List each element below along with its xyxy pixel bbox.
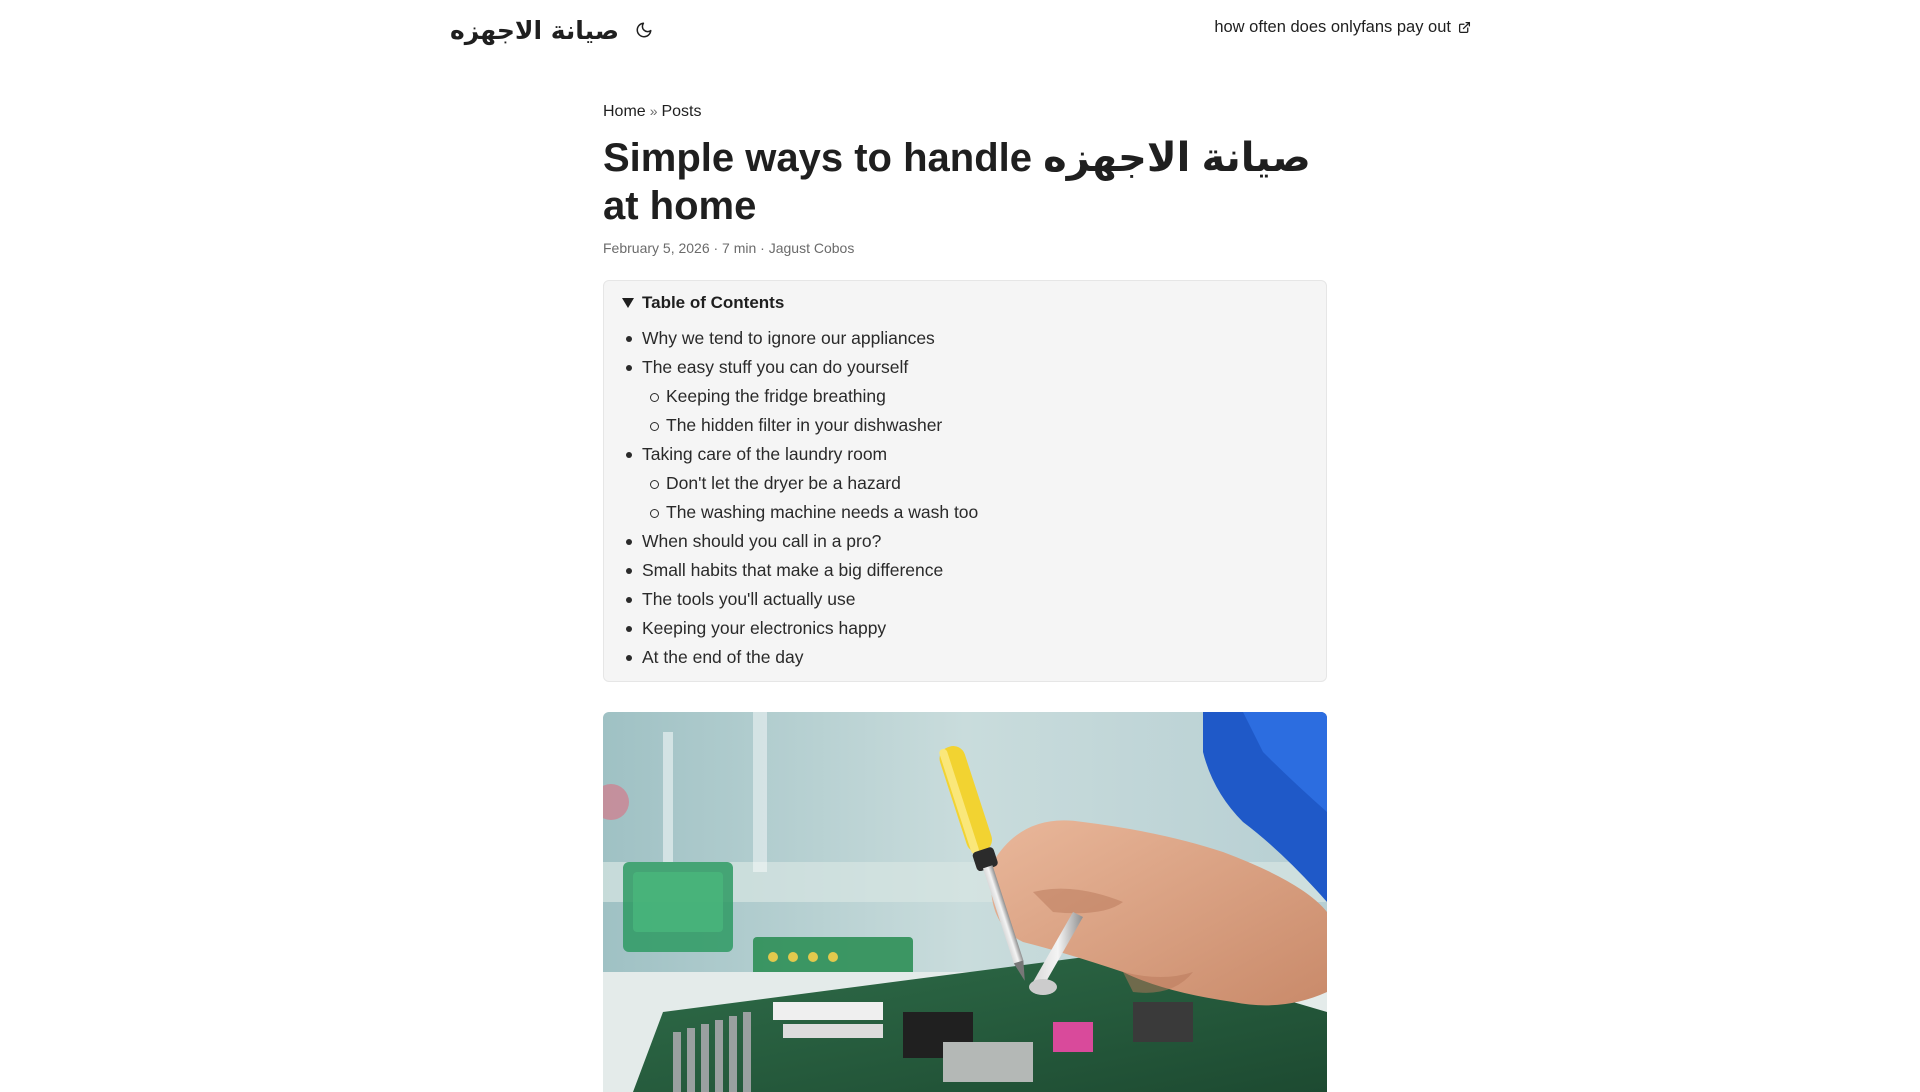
site-header [0, 0, 1920, 60]
toc-link[interactable]: The easy stuff you can do yourself [642, 357, 909, 377]
triangle-down-icon [622, 298, 634, 308]
nav-link-label: how often does onlyfans pay out [1214, 18, 1451, 36]
cover-image [603, 712, 1327, 1092]
toc-subitem [622, 498, 1308, 527]
toc-link[interactable]: At the end of the day [642, 647, 804, 667]
toc-link[interactable]: Keeping the fridge breathing [666, 386, 886, 406]
toc-link[interactable]: Keeping your electronics happy [642, 618, 887, 638]
toc-subitem [622, 469, 1308, 498]
main-content [603, 100, 1327, 1092]
toc-link[interactable]: When should you call in a pro? [642, 531, 882, 551]
post-meta: February 5, 2026 · 7 min · Jagust Cobos [603, 240, 855, 256]
site-logo[interactable]: صيانة الاجهزه [450, 15, 620, 45]
toc-subitem [622, 382, 1308, 411]
moon-icon [635, 21, 653, 39]
toc-item [622, 585, 1308, 614]
breadcrumb-home[interactable]: Home [603, 103, 646, 120]
toc-toggle[interactable] [622, 291, 1308, 315]
toc-link[interactable]: Don't let the dryer be a hazard [666, 473, 901, 493]
toc-subitem [622, 411, 1308, 440]
table-of-contents [603, 280, 1327, 682]
toc-link[interactable]: Taking care of the laundry room [642, 444, 888, 464]
nav-link-external[interactable] [1214, 18, 1471, 37]
breadcrumb [603, 100, 1327, 122]
toc-link[interactable]: The hidden filter in your dishwasher [666, 415, 943, 435]
toc-item [622, 353, 1308, 382]
toc-item [622, 527, 1308, 556]
toc-item [622, 324, 1308, 353]
toc-list [622, 324, 1308, 672]
page-title: Simple ways to handle صيانة الاجهزه at home [603, 136, 1311, 228]
toc-item [622, 643, 1308, 672]
toc-link[interactable]: The washing machine needs a wash too [666, 502, 979, 522]
external-link-icon [1458, 21, 1471, 34]
toc-item [622, 440, 1308, 469]
toc-link[interactable]: Why we tend to ignore our appliances [642, 328, 935, 348]
logo-switch [450, 12, 655, 48]
theme-toggle-button[interactable] [633, 19, 655, 41]
toc-summary-label: Table of Contents [642, 293, 785, 312]
toc-link[interactable]: The tools you'll actually use [642, 589, 856, 609]
breadcrumb-separator: » [649, 103, 658, 119]
toc-link[interactable]: Small habits that make a big difference [642, 560, 944, 580]
soldering-iron-photo [603, 712, 1327, 1092]
toc-item [622, 614, 1308, 643]
toc-item [622, 556, 1308, 585]
breadcrumb-posts[interactable]: Posts [661, 103, 702, 120]
